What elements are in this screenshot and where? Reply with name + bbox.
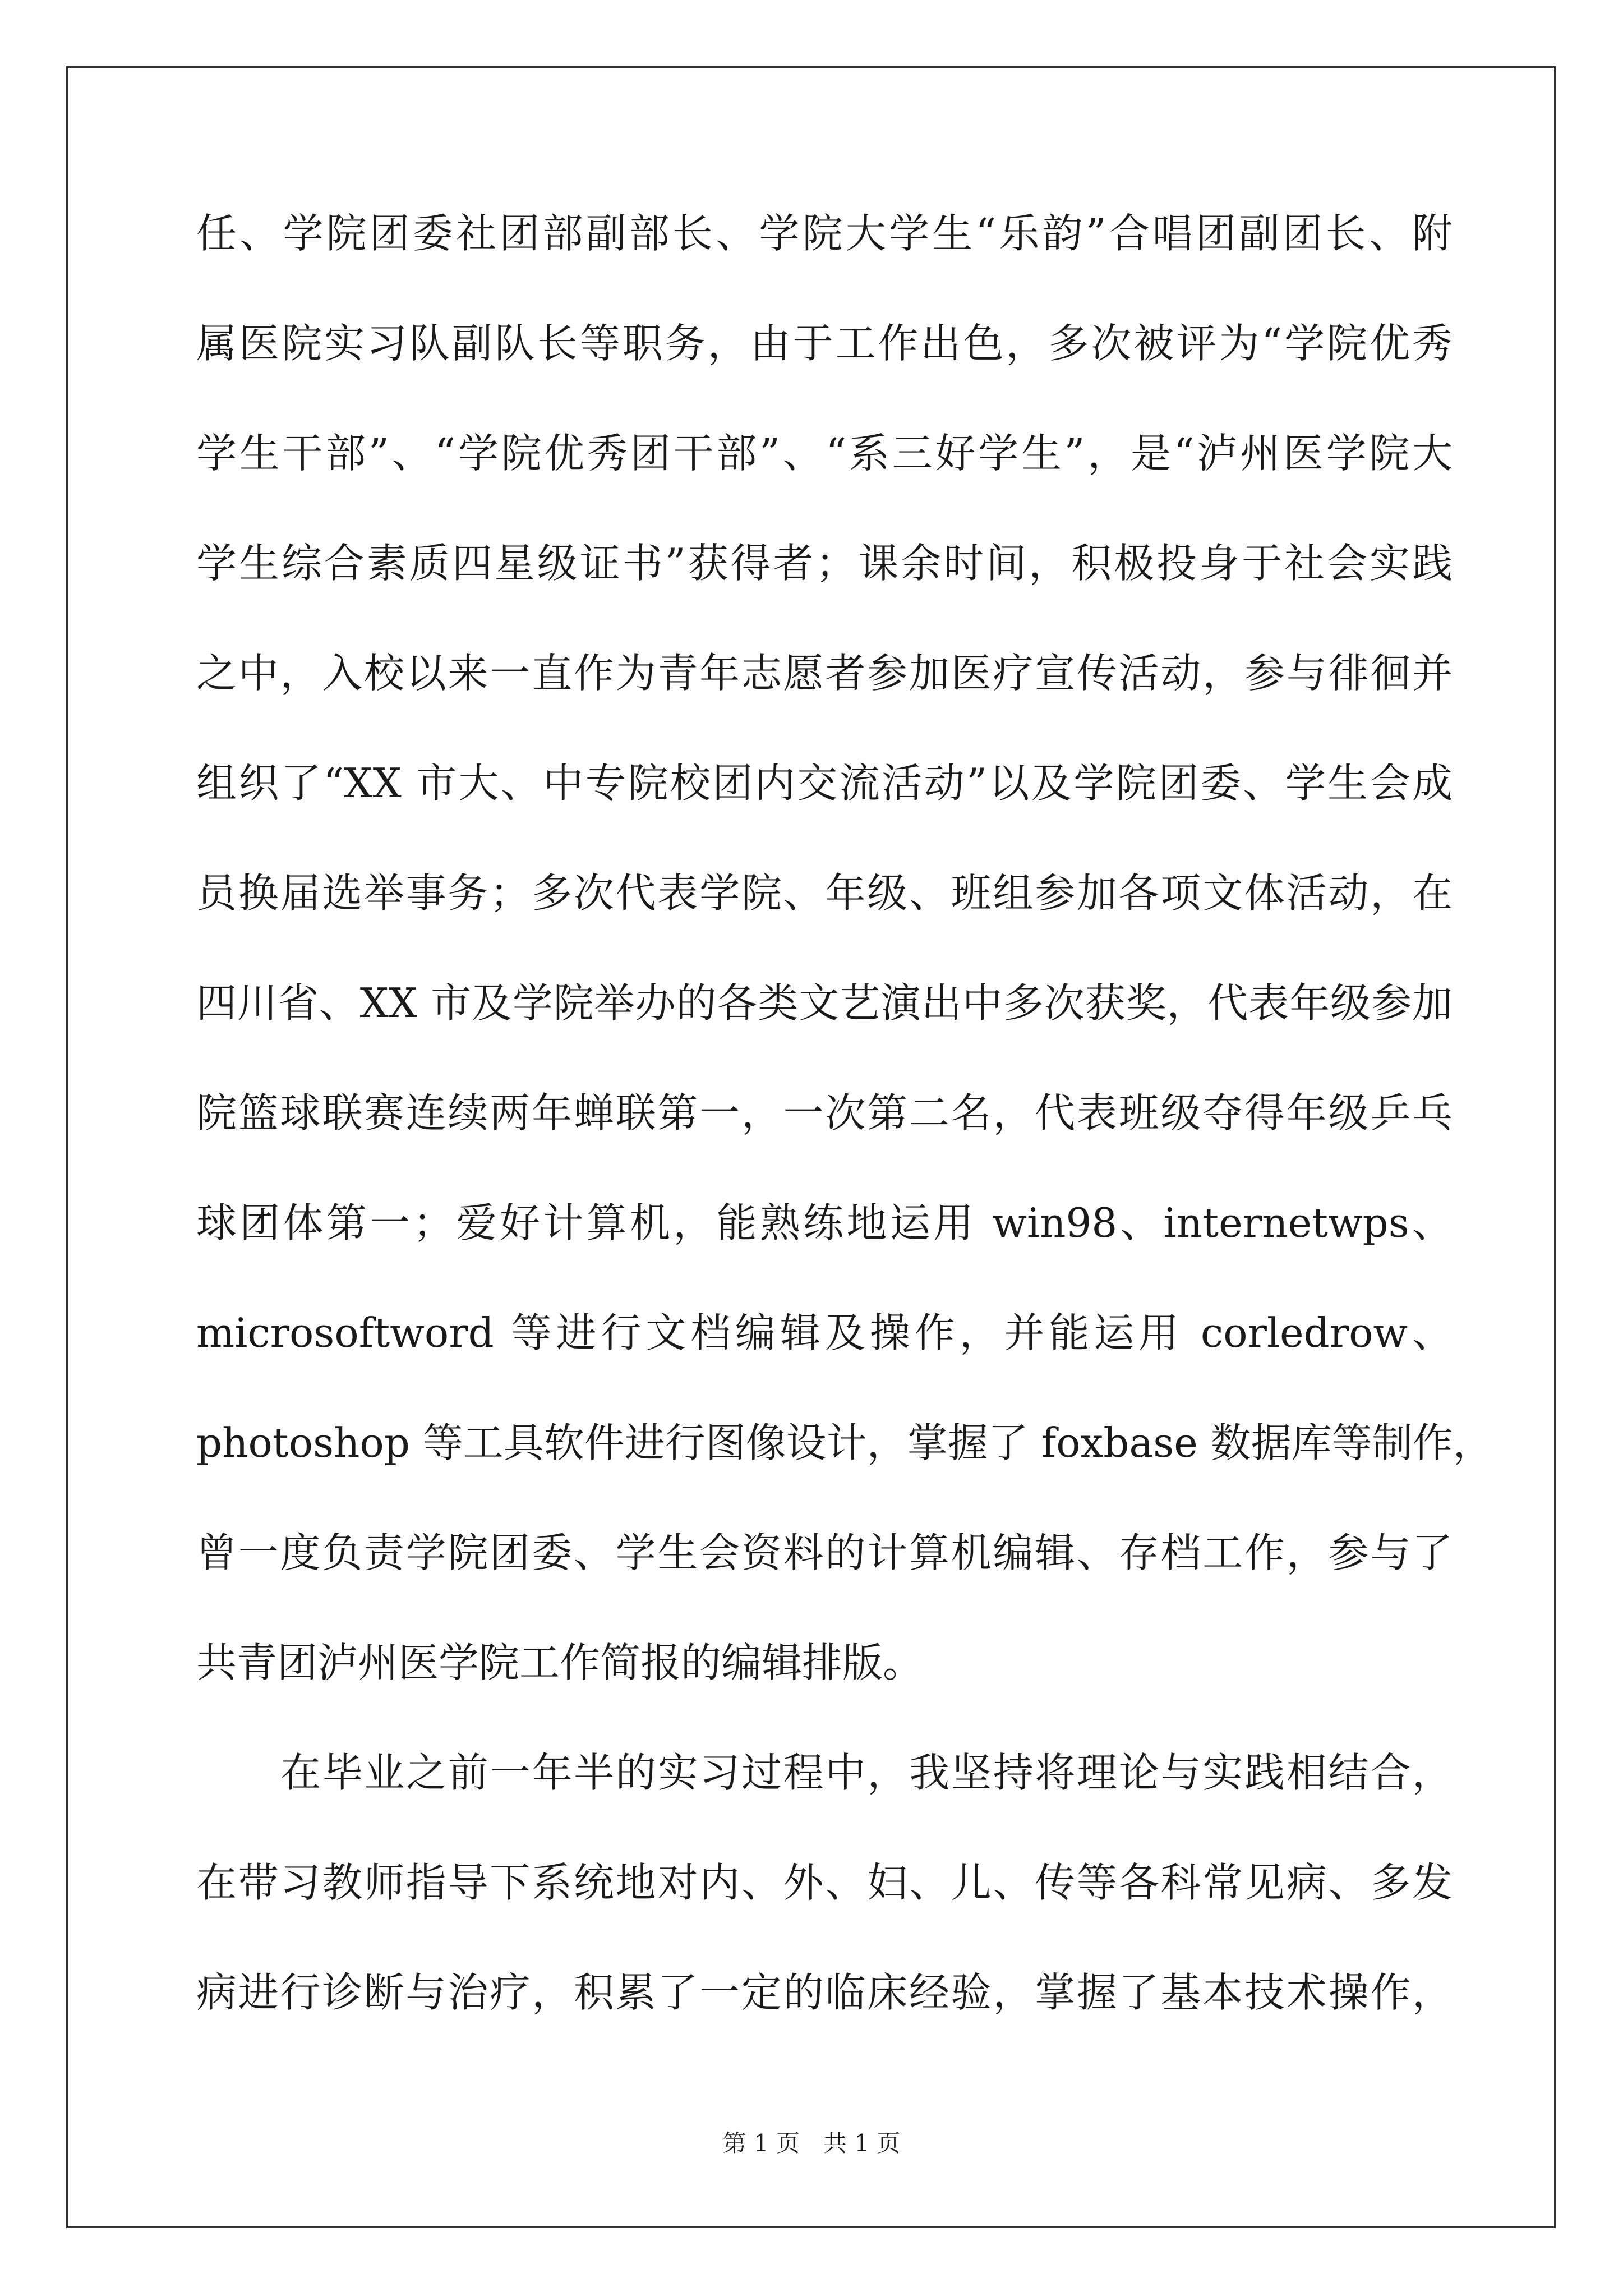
paragraph-1-line-5: 之中，入校以来一直作为青年志愿者参加医疗宣传活动，参与徘徊并 bbox=[196, 650, 1453, 697]
paragraph-2-line-1: 在毕业之前一年半的实习过程中，我坚持将理论与实践相结合， bbox=[280, 1749, 1453, 1796]
paragraph-1-line-2: 属医院实习队副队长等职务，由于工作出色，多次被评为“学院优秀 bbox=[196, 320, 1453, 367]
paragraph-2-line-3: 病进行诊断与治疗，积累了一定的临床经验，掌握了基本技术操作， bbox=[196, 1969, 1453, 2016]
paragraph-1-line-1: 任、学院团委社团部副部长、学院大学生“乐韵”合唱团副团长、附 bbox=[196, 210, 1453, 257]
paragraph-1-line-8: 四川省、XX 市及学院举办的各类文艺演出中多次获奖，代表年级参加 bbox=[196, 979, 1453, 1027]
paragraph-1-line-13: 曾一度负责学院团委、学生会资料的计算机编辑、存档工作，参与了 bbox=[196, 1529, 1453, 1576]
paragraph-1-line-14: 共青团泸州医学院工作简报的编辑排版。 bbox=[196, 1639, 924, 1686]
document-body bbox=[196, 210, 1493, 2082]
paragraph-1-line-6: 组织了“XX 市大、中专院校团内交流活动”以及学院团委、学生会成 bbox=[196, 760, 1453, 807]
paragraph-1-line-7: 员换届选举事务；多次代表学院、年级、班组参加各项文体活动，在 bbox=[196, 869, 1453, 917]
paragraph-1-line-9: 院篮球联赛连续两年蝉联第一，一次第二名，代表班级夺得年级乒乓 bbox=[196, 1089, 1453, 1137]
page-number-footer: 第 1 页 共 1 页 bbox=[722, 2129, 901, 2157]
paragraph-1-line-3: 学生干部”、“学院优秀团干部”、“系三好学生”，是“泸州医学院大 bbox=[196, 430, 1453, 477]
paragraph-1-line-11: microsoftword 等进行文档编辑及操作，并能运用 corledrow、 bbox=[196, 1309, 1453, 1356]
paragraph-1-line-4: 学生综合素质四星级证书”获得者；课余时间，积极投身于社会实践 bbox=[196, 540, 1453, 587]
paragraph-1-line-12: photoshop 等工具软件进行图像设计，掌握了 foxbase 数据库等制作， bbox=[196, 1419, 1493, 1466]
paragraph-1-line-10: 球团体第一；爱好计算机，能熟练地运用 win98、internetwps、 bbox=[196, 1199, 1453, 1246]
paragraph-2-line-2: 在带习教师指导下系统地对内、外、妇、儿、传等各科常见病、多发 bbox=[196, 1859, 1453, 1906]
